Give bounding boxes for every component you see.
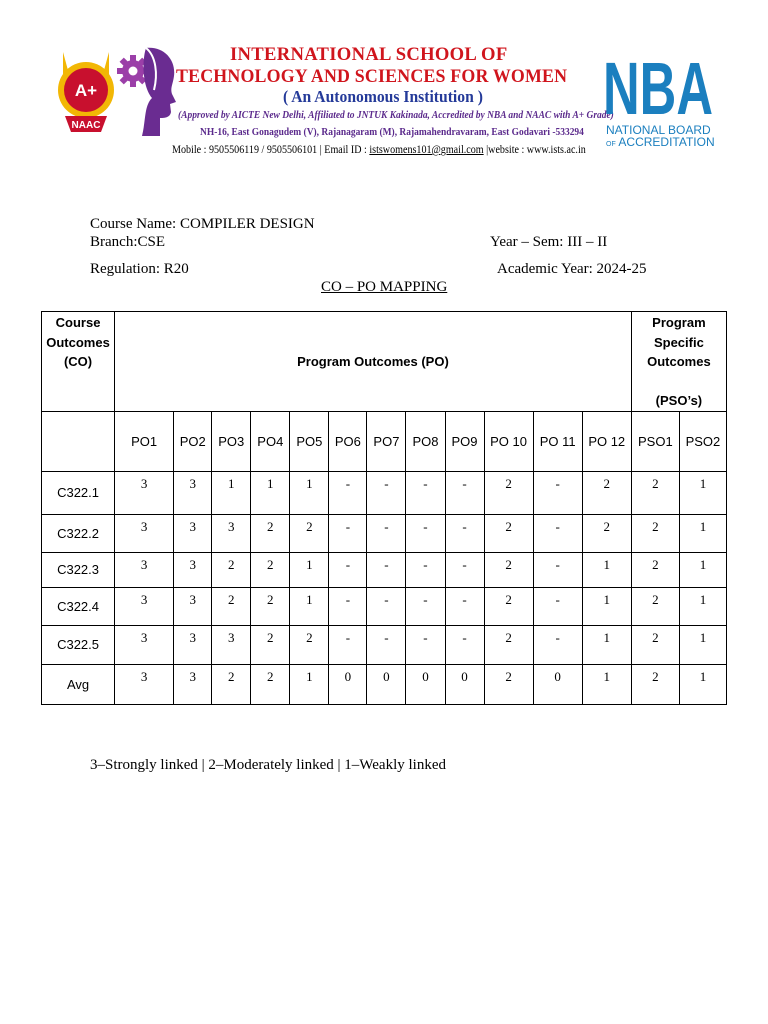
value-cell: 0 [406,664,445,704]
value-cell: 1 [679,471,726,514]
value-cell: - [406,471,445,514]
co-cell: C322.1 [42,471,115,514]
value-cell: 1 [212,471,251,514]
value-cell: 0 [445,664,484,704]
value-cell: 2 [631,514,679,552]
value-cell: 2 [290,625,329,664]
value-cell: 2 [212,664,251,704]
value-cell: 0 [533,664,582,704]
value-cell: 2 [631,552,679,587]
co-cell: C322.4 [42,587,115,625]
value-cell: 2 [631,625,679,664]
value-cell: 1 [679,664,726,704]
naac-label-text: NAAC [71,120,101,131]
value-cell: 1 [290,552,329,587]
value-cell: 2 [251,514,290,552]
column-header: PSO2 [679,411,726,471]
po-header-cell: Program Outcomes (PO) [115,312,632,412]
academic-year: Academic Year: 2024-25 [497,261,647,277]
value-cell: 2 [631,471,679,514]
value-cell: 2 [251,625,290,664]
value-cell: 2 [582,514,631,552]
column-header: PO1 [115,411,174,471]
value-cell: 3 [174,664,212,704]
value-cell: 3 [212,514,251,552]
column-header: PO5 [290,411,329,471]
value-cell: - [367,514,406,552]
value-cell: - [367,625,406,664]
branch: Branch:CSE [90,234,165,250]
value-cell: 1 [582,552,631,587]
value-cell: 0 [367,664,406,704]
table-row [42,625,727,664]
co-po-mapping-table [41,311,727,705]
table-header-row [42,312,727,412]
value-cell: 3 [115,514,174,552]
value-cell: 2 [484,471,533,514]
co-cell: C322.5 [42,625,115,664]
value-cell: 1 [582,587,631,625]
institution-name-line2: TECHNOLOGY AND SCIENCES FOR WOMEN [176,66,568,87]
institution-name-line1: INTERNATIONAL SCHOOL OF [230,44,508,65]
table-row [42,514,727,552]
value-cell: 0 [329,664,367,704]
course-name: Course Name: COMPILER DESIGN [90,216,315,232]
value-cell: 2 [212,587,251,625]
value-cell: 2 [631,587,679,625]
value-cell: - [445,514,484,552]
column-header: PO7 [367,411,406,471]
value-cell: 1 [679,625,726,664]
column-header: PO3 [212,411,251,471]
value-cell: 1 [290,664,329,704]
nba-line1: NATIONAL BOARD [606,123,711,137]
table-row [42,471,727,514]
value-cell: 1 [251,471,290,514]
value-cell: 1 [582,625,631,664]
value-cell: - [329,552,367,587]
naac-grade-text: A+ [74,81,98,100]
contact-website: |website : www.ists.ac.in [483,142,586,156]
value-cell: 3 [174,625,212,664]
nba-logo [603,52,715,120]
naac-logo [55,44,117,140]
value-cell: 1 [582,664,631,704]
value-cell: 3 [115,625,174,664]
value-cell: 2 [484,664,533,704]
co-cell: Avg [42,664,115,704]
column-header: PO6 [329,411,367,471]
value-cell: 2 [212,552,251,587]
co-cell: C322.2 [42,514,115,552]
value-cell: 3 [212,625,251,664]
table-row [42,587,727,625]
column-header: PO9 [445,411,484,471]
mapping-title: CO – PO MAPPING [321,279,448,295]
contact-mobile: Mobile : 9505506119 / 9505506101 | Email ID : [172,142,370,156]
regulation: Regulation: R20 [90,261,189,277]
table-row [42,664,727,704]
contact-email: istswomens101@gmail.com [369,142,484,156]
value-cell: 3 [174,514,212,552]
value-cell: 2 [484,552,533,587]
value-cell: - [329,587,367,625]
column-header: PO 12 [582,411,631,471]
value-cell: - [406,587,445,625]
value-cell: - [406,514,445,552]
value-cell: 1 [290,471,329,514]
value-cell: 2 [484,514,533,552]
value-cell: - [533,625,582,664]
column-header: PO4 [251,411,290,471]
value-cell: - [367,587,406,625]
pso-header-cell: Program Specific Outcomes (PSO’s) [631,312,726,412]
co-cell: C322.3 [42,552,115,587]
value-cell: 3 [115,552,174,587]
value-cell: 2 [484,587,533,625]
value-cell: 2 [290,514,329,552]
value-cell: - [329,471,367,514]
value-cell: 2 [631,664,679,704]
value-cell: 2 [251,664,290,704]
value-cell: - [406,625,445,664]
value-cell: - [533,514,582,552]
value-cell: - [445,625,484,664]
value-cell: 1 [290,587,329,625]
nba-letters: NBA [603,52,713,120]
value-cell: - [406,552,445,587]
value-cell: - [329,625,367,664]
autonomous-subtitle: ( An Autonomous Institution ) [283,87,483,106]
column-header: PO8 [406,411,445,471]
value-cell: 2 [582,471,631,514]
value-cell: 3 [115,471,174,514]
address-text: NH-16, East Gonagudem (V), Rajanagaram (M), Rajamahendravaram, East Godavari -533294 [200,126,584,138]
woman-head-silhouette-icon [140,46,178,138]
year-sem: Year – Sem: III – II [490,234,608,250]
blank-cell [42,411,115,471]
value-cell: 2 [251,552,290,587]
nba-line2: OF ACCREDITATION [606,135,715,149]
approval-text: (Approved by AICTE New Delhi, Affiliated to JNTUK Kakinada, Accredited by NBA and NAAC with A+ Grade) [178,109,614,121]
value-cell: - [367,471,406,514]
value-cell: - [533,552,582,587]
value-cell: - [445,552,484,587]
value-cell: 1 [679,552,726,587]
value-cell: - [367,552,406,587]
value-cell: 1 [679,587,726,625]
value-cell: 3 [174,587,212,625]
value-cell: - [445,587,484,625]
value-cell: - [445,471,484,514]
value-cell: 3 [174,552,212,587]
column-header: PO 11 [533,411,582,471]
value-cell: - [329,514,367,552]
column-header-row [42,411,727,471]
column-header: PO2 [174,411,212,471]
value-cell: 3 [174,471,212,514]
table-row [42,552,727,587]
column-header: PSO1 [631,411,679,471]
value-cell: - [533,587,582,625]
value-cell: 1 [679,514,726,552]
value-cell: 3 [115,587,174,625]
contact-line [172,142,586,157]
value-cell: 2 [251,587,290,625]
legend-text: 3–Strongly linked | 2–Moderately linked | 1–Weakly linked [90,757,446,773]
value-cell: - [533,471,582,514]
co-header-cell: Course Outcomes (CO) [42,312,115,412]
value-cell: 2 [484,625,533,664]
column-header: PO 10 [484,411,533,471]
value-cell: 3 [115,664,174,704]
